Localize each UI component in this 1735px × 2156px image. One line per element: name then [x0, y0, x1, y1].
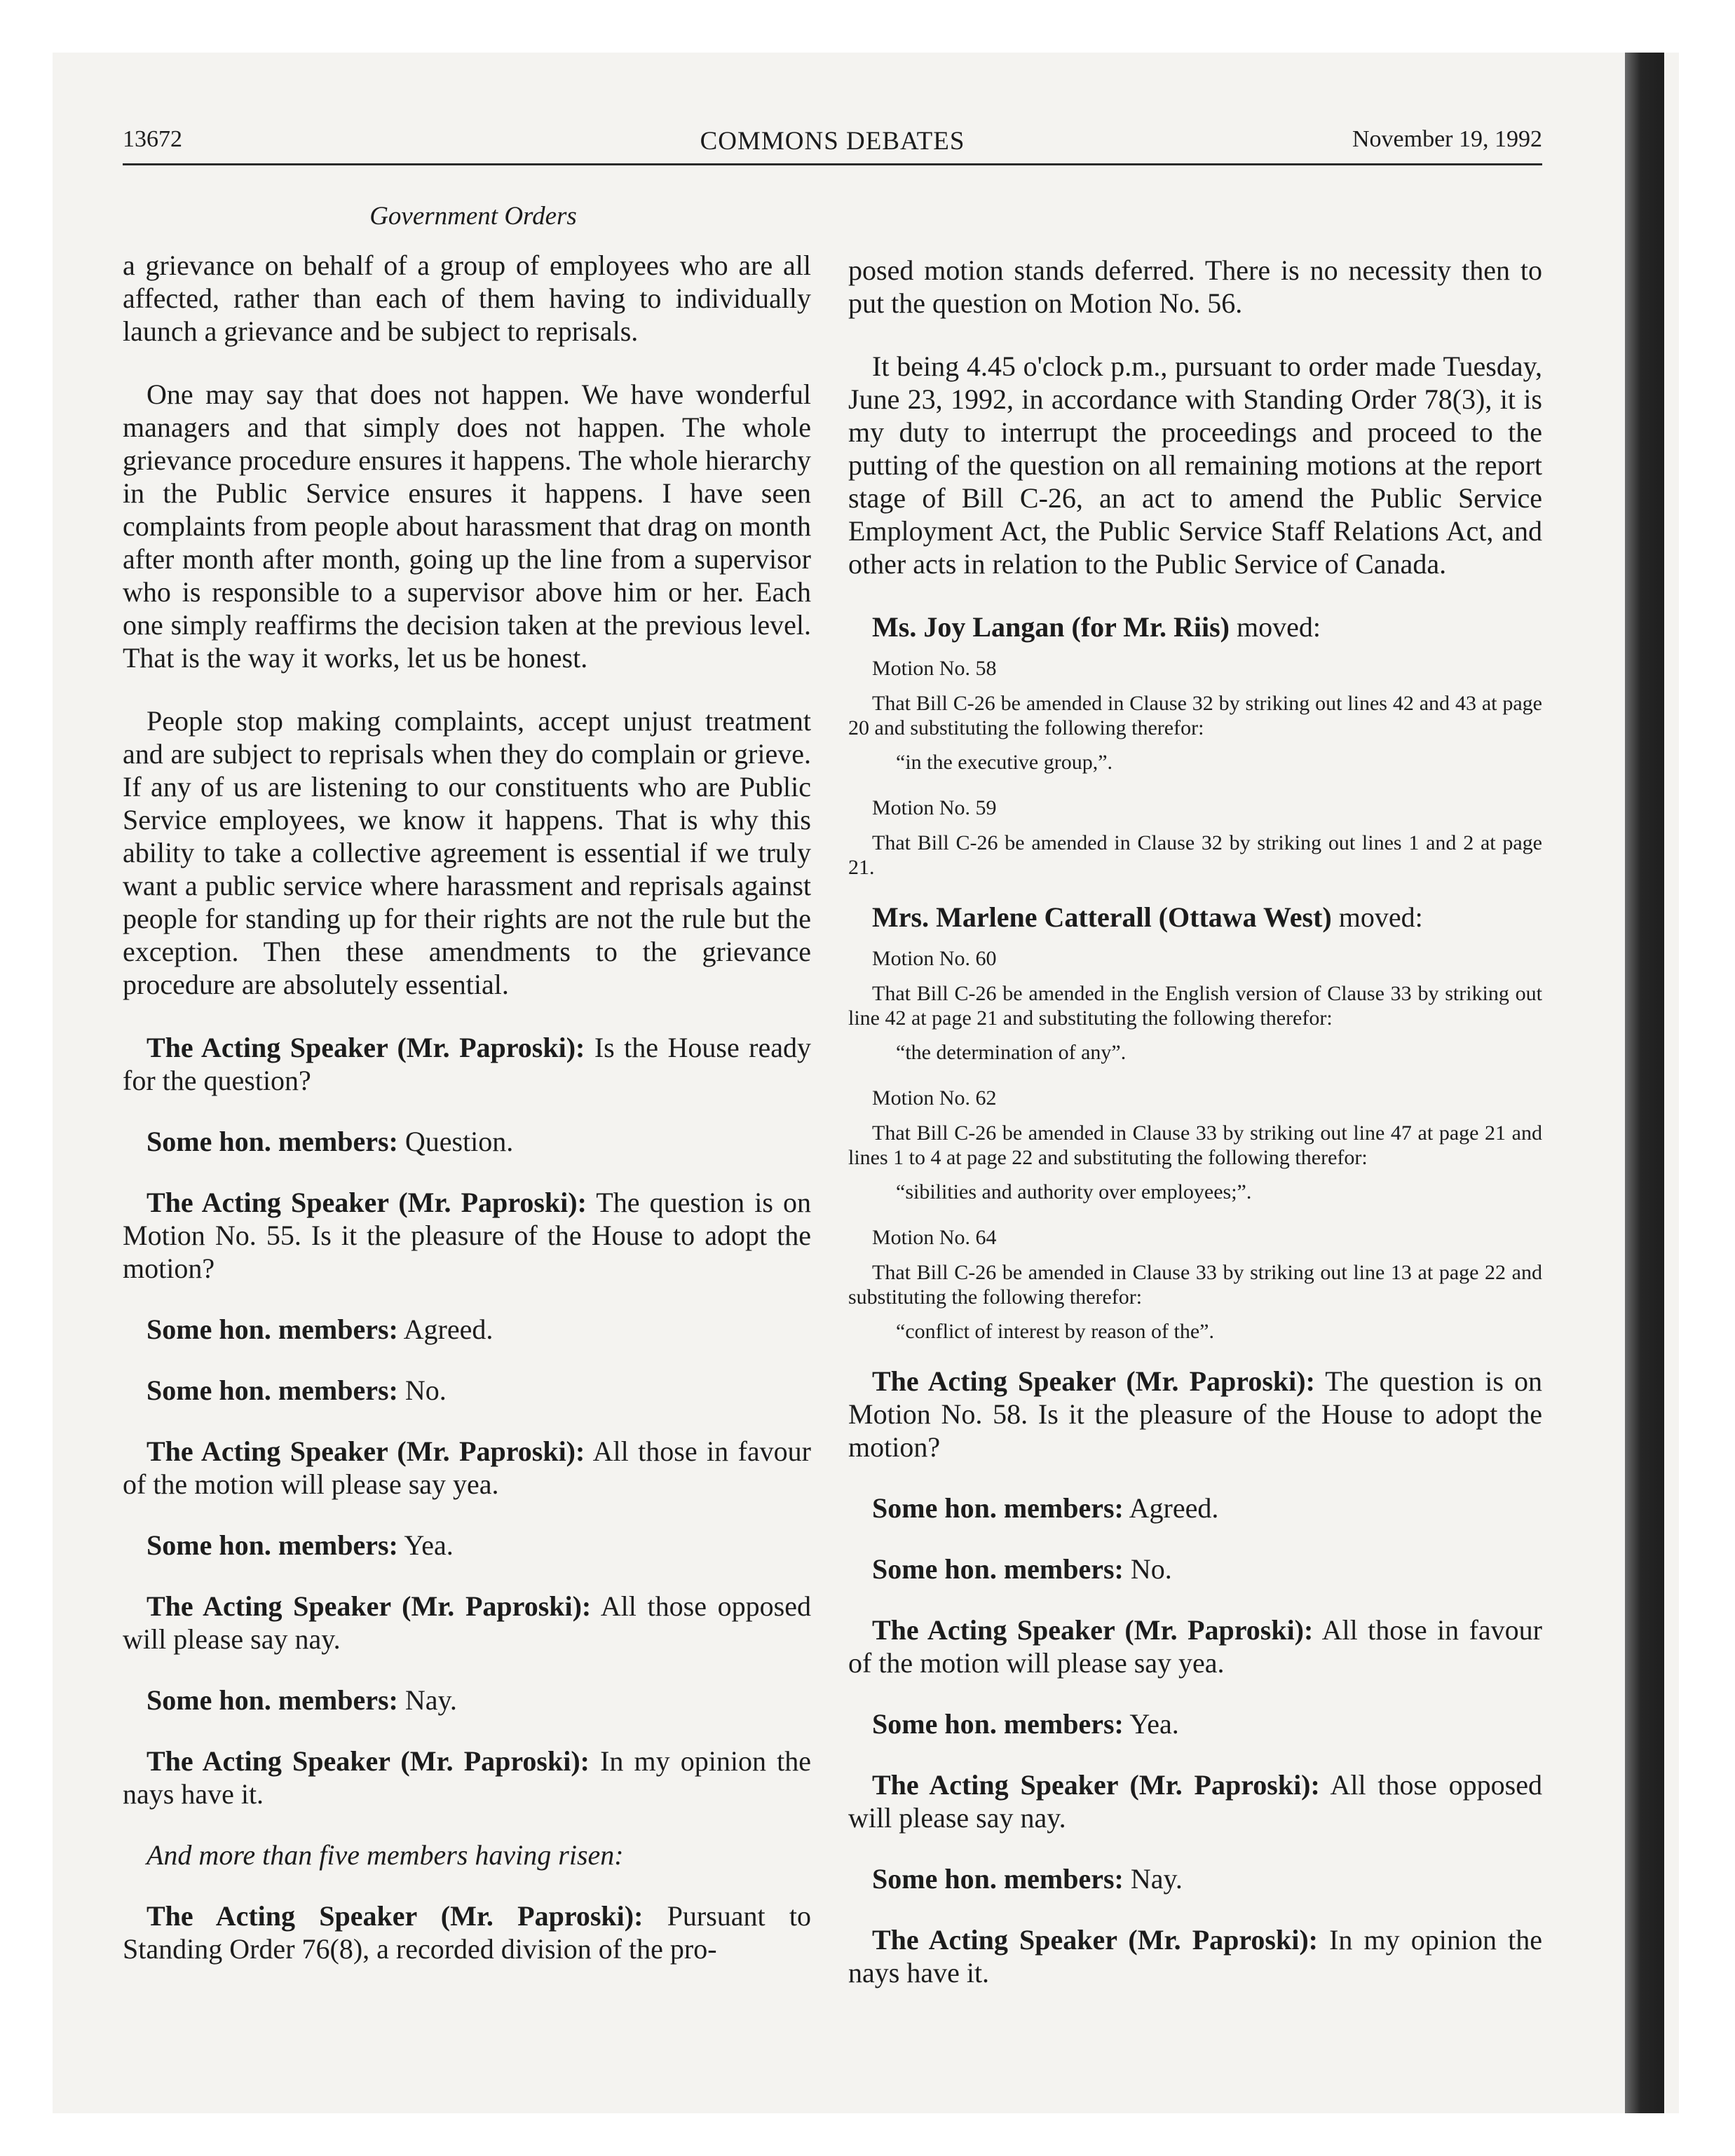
mover-verb: moved:	[1338, 901, 1423, 933]
speech-entry	[123, 1899, 811, 1965]
speech-entry	[848, 1365, 1542, 1464]
mover-entry	[848, 901, 1542, 934]
speech-entry	[848, 1492, 1542, 1524]
left-column	[123, 249, 811, 1993]
speech-text: All those opposed will please say nay.	[848, 1769, 1542, 1834]
motion-text: That Bill C-26 be amended in Clause 33 by striking out line 13 at page 22 and substituting the following therefor:	[848, 1261, 1542, 1309]
speech-text: Nay.	[404, 1684, 457, 1716]
speech-entry	[848, 1553, 1542, 1585]
mover-name: Ms. Joy Langan (for Mr. Riis)	[872, 611, 1230, 643]
speaker-name: The Acting Speaker (Mr. Paproski):	[147, 1745, 590, 1777]
speaker-name: The Acting Speaker (Mr. Paproski):	[147, 1435, 585, 1467]
speech-entry	[123, 1590, 811, 1656]
mover-verb: moved:	[1237, 611, 1321, 643]
motion-label: Motion No. 60	[872, 947, 997, 970]
page-header	[123, 126, 1542, 168]
motion-text: That Bill C-26 be amended in the English version of Clause 33 by striking out line 42 at page 21 and substituting the following therefor:	[848, 982, 1542, 1030]
speaker-name: Some hon. members:	[872, 1553, 1124, 1585]
speaker-name: Some hon. members:	[147, 1314, 398, 1345]
paragraph: a grievance on behalf of a group of employees who are all affected, rather than each of them having to individually launch a grievance and be subject to reprisals.	[123, 250, 811, 347]
speech-entry	[848, 1707, 1542, 1740]
motion-label: Motion No. 64	[872, 1226, 997, 1249]
speech-entry	[848, 1862, 1542, 1895]
speech-text: The question is on Motion No. 55. Is it the pleasure of the House to adopt the motion?	[123, 1187, 811, 1284]
speaker-name: Some hon. members:	[147, 1529, 398, 1561]
paragraph: It being 4.45 o'clock p.m., pursuant to order made Tuesday, June 23, 1992, in accordance with Standing Order 78(3), it is my duty to interrupt the proceedings and proceed to the putting of the question on all remaining motions at the report stage of Bill C-26, an act to amend the Public Service Employment Act, the Public Service Staff Relations Act, and other acts in relation to the Public Service of Canada.	[848, 350, 1542, 580]
speaker-name: The Acting Speaker (Mr. Paproski):	[872, 1924, 1318, 1956]
speech-text: Agreed.	[403, 1314, 494, 1345]
motion-label: Motion No. 58	[872, 657, 997, 680]
motion-text: That Bill C-26 be amended in Clause 33 by striking out line 47 at page 21 and lines 1 to 4 at page 22 and substituting the following therefor:	[848, 1121, 1542, 1169]
paragraph: People stop making complaints, accept unjust treatment and are subject to reprisals when they do complain or grieve. If any of us are listening to our constituents who are Public Service employees, we know it happens. That is why this ability to take a collective agreement is essential if we truly want a public service where harassment and reprisals against people for standing up for their rights are not the rule but the exception. Then these amendments to the grievance procedure are absolutely essential.	[123, 705, 811, 1000]
speech-entry	[848, 1613, 1542, 1679]
speech-text: Is the House ready for the question?	[123, 1032, 811, 1096]
mover-name: Mrs. Marlene Catterall (Ottawa West)	[872, 901, 1332, 933]
speaker-name: Some hon. members:	[147, 1684, 398, 1716]
speech-entry	[123, 1031, 811, 1097]
speaker-name: Some hon. members:	[872, 1863, 1124, 1895]
speech-text: Yea.	[1129, 1708, 1179, 1740]
debate-date: November 19, 1992	[1352, 126, 1542, 152]
speaker-name: Some hon. members:	[147, 1126, 398, 1157]
speaker-name: Some hon. members:	[872, 1708, 1124, 1740]
speech-entry	[848, 1768, 1542, 1834]
speaker-name: The Acting Speaker (Mr. Paproski):	[147, 1187, 587, 1218]
speech-entry	[123, 1529, 811, 1562]
motion-quote: “the determination of any”.	[896, 1041, 1127, 1064]
speech-text: The question is on Motion No. 58. Is it the pleasure of the House to adopt the motion?	[848, 1365, 1542, 1463]
speech-entry	[848, 1923, 1542, 1989]
speech-entry	[123, 1313, 811, 1346]
section-title: Government Orders	[369, 202, 577, 231]
right-column	[848, 254, 1542, 2017]
motion-text: That Bill C-26 be amended in Clause 32 by striking out lines 42 and 43 at page 20 and substituting the following therefor:	[848, 692, 1542, 739]
header-rule	[123, 163, 1542, 165]
speech-entry	[123, 1684, 811, 1717]
speech-text: Question.	[404, 1126, 514, 1157]
speaker-name: The Acting Speaker (Mr. Paproski):	[872, 1769, 1320, 1801]
speech-text: No.	[1130, 1553, 1172, 1585]
speaker-name: Some hon. members:	[872, 1492, 1124, 1524]
speech-text: In my opinion the nays have it.	[123, 1745, 811, 1810]
speech-text: All those in favour of the motion will please say yea.	[848, 1614, 1542, 1679]
speech-text: Nay.	[1130, 1863, 1183, 1895]
paragraph: posed motion stands deferred. There is no necessity then to put the question on Motion No. 56.	[848, 254, 1542, 319]
speech-text: All those in favour of the motion will please say yea.	[123, 1435, 811, 1500]
speech-text: All those opposed will please say nay.	[123, 1590, 811, 1655]
motion-label: Motion No. 62	[872, 1086, 997, 1110]
paragraph: One may say that does not happen. We have wonderful managers and that simply does not happen. The whole grievance procedure ensures it happens. The whole hierarchy in the Public Service ensures it happens. I have seen complaints from people about harassment that drag on month after month after month, going up the line from a supervisor who is responsible to a supervisor above him or her. Each one simply reaffirms the decision taken at the previous level. That is the way it works, let us be honest.	[123, 378, 811, 674]
speaker-name: The Acting Speaker (Mr. Paproski):	[872, 1614, 1314, 1646]
speech-text: No.	[404, 1374, 447, 1406]
motion-quote: “conflict of interest by reason of the”.	[896, 1320, 1214, 1343]
speaker-name: Some hon. members:	[147, 1374, 398, 1406]
motion-text: That Bill C-26 be amended in Clause 32 by striking out lines 1 and 2 at page 21.	[848, 831, 1542, 879]
speaker-name: The Acting Speaker (Mr. Paproski):	[147, 1590, 592, 1622]
speech-entry	[123, 1435, 811, 1501]
stage-direction: And more than five members having risen:	[147, 1839, 624, 1871]
speech-text: Agreed.	[1129, 1492, 1219, 1524]
speech-text: In my opinion the nays have it.	[848, 1924, 1542, 1988]
speech-entry	[123, 1125, 811, 1158]
speaker-name: The Acting Speaker (Mr. Paproski):	[147, 1032, 585, 1063]
speech-entry	[123, 1374, 811, 1407]
speech-text: Yea.	[404, 1529, 454, 1561]
speech-text: Pursuant to Standing Order 76(8), a recorded division of the pro-	[123, 1900, 811, 1965]
motion-quote: “sibilities and authority over employees;”.	[896, 1180, 1252, 1203]
page-number: 13672	[123, 126, 182, 152]
motion-label: Motion No. 59	[872, 796, 997, 819]
page-edge-shadow	[1625, 53, 1664, 2113]
speaker-name: The Acting Speaker (Mr. Paproski):	[872, 1365, 1315, 1397]
speech-entry	[123, 1745, 811, 1810]
motion-quote: “in the executive group,”.	[896, 751, 1113, 774]
speech-entry	[123, 1186, 811, 1285]
publication-title: COMMONS DEBATES	[700, 127, 965, 156]
speaker-name: The Acting Speaker (Mr. Paproski):	[147, 1900, 644, 1932]
mover-entry	[848, 610, 1542, 643]
